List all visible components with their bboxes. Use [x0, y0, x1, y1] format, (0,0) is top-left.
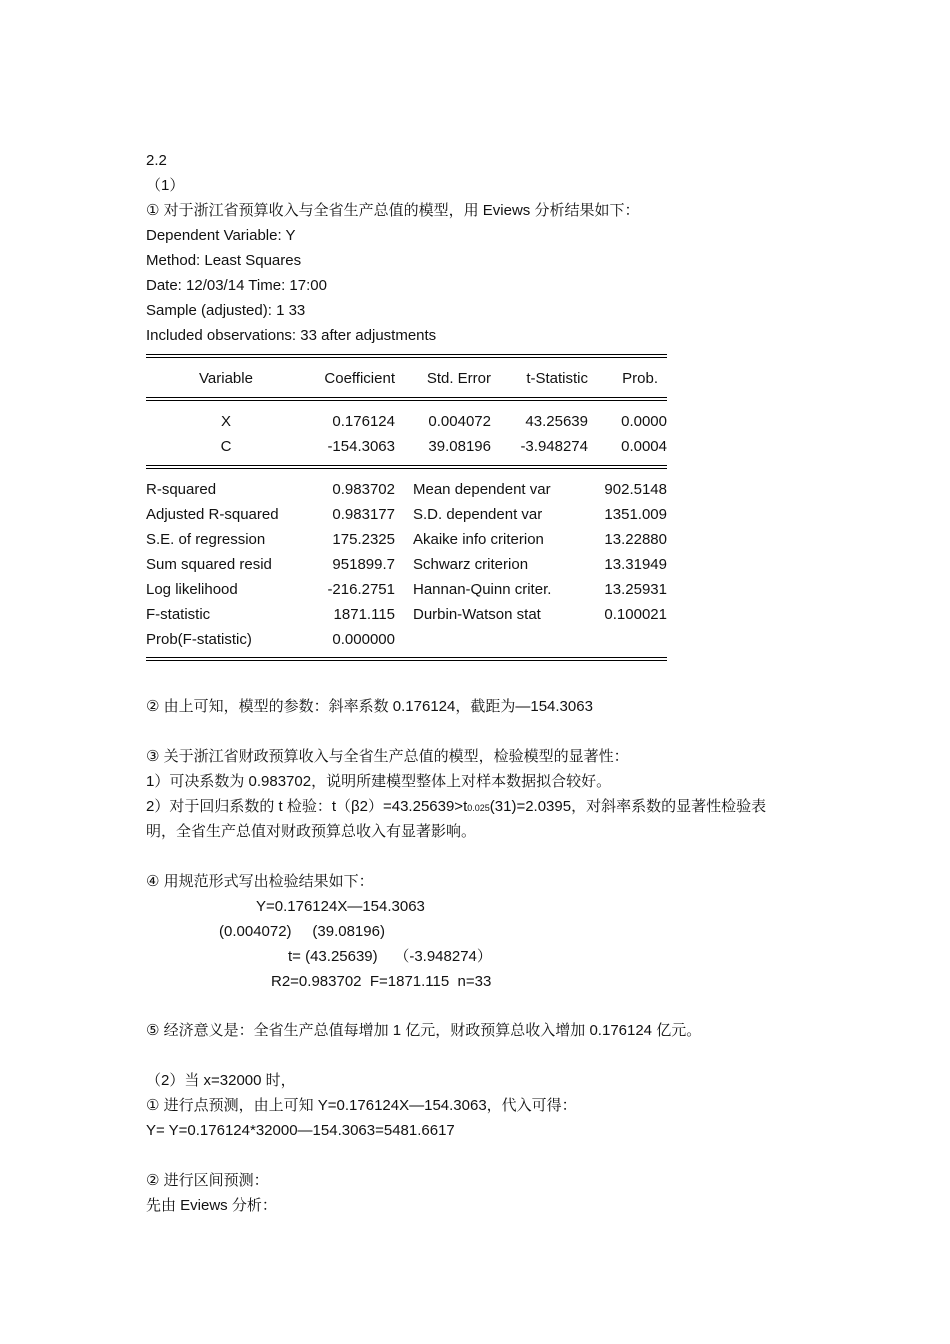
variable-name: C [220, 438, 232, 455]
table-rule-top [146, 354, 667, 358]
significance-title: ③ 关于浙江省财政预算收入与全省生产总值的模型，检验模型的显著性： [146, 748, 629, 765]
stat-value: 175.2325 [332, 531, 395, 548]
stat-label: Hannan-Quinn criter. [413, 581, 552, 598]
t-test-subscript: 0.025 [467, 803, 490, 813]
std-error: 39.08196 [428, 438, 491, 455]
t-values: t= (43.25639) （-3.948274） [288, 948, 492, 965]
stat-value: 0.983702 [332, 481, 395, 498]
stat-value: 0.100021 [604, 606, 667, 623]
eviews-header-line: Date: 12/03/14 Time: 17:00 [146, 277, 327, 294]
stat-value: 902.5148 [604, 481, 667, 498]
std-error: 0.004072 [428, 413, 491, 430]
stat-label: F-statistic [146, 606, 211, 623]
stat-value: 0.983177 [332, 506, 395, 523]
t-test-text-b: (31)=2.0395，对斜率系数的显著性检验表 [489, 798, 767, 815]
coefficient: -154.3063 [327, 438, 395, 455]
coefficient: 0.176124 [332, 413, 395, 430]
t-statistic: -3.948274 [520, 438, 588, 455]
eviews-header-line: Method: Least Squares [146, 252, 302, 269]
formal-result-title: ④ 用规范形式写出检验结果如下： [146, 873, 374, 890]
stat-label: S.D. dependent var [413, 506, 543, 523]
t-statistic: 43.25639 [525, 413, 588, 430]
stat-label: Akaike info criterion [413, 531, 544, 548]
stat-label: Prob(F-statistic) [146, 631, 252, 648]
prob: 0.0004 [621, 438, 667, 455]
fit-statistics: R2=0.983702 F=1871.115 n=33 [271, 973, 492, 990]
t-test-note [146, 797, 766, 818]
t-test-conclusion: 明，全省生产总值对财政预算总收入有显著影响。 [146, 823, 477, 840]
point-forecast-calc: Y= Y=0.176124*32000—154.3063=5481.6617 [146, 1122, 455, 1139]
eviews-header-line: Sample (adjusted): 1 33 [146, 302, 306, 319]
stat-label: Adjusted R-squared [146, 506, 279, 523]
variable-name: X [220, 413, 231, 430]
param-summary: ② 由上可知，模型的参数：斜率系数 0.176124，截距为—154.3063 [146, 698, 593, 715]
stat-value: 1351.009 [604, 506, 667, 523]
column-header: Coefficient [324, 370, 395, 387]
r-squared-note: 1）可决系数为 0.983702，说明所建模型整体上对样本数据拟合较好。 [146, 773, 612, 790]
stat-value: -216.2751 [327, 581, 395, 598]
t-test-text-a: 2）对于回归系数的 t 检验：t（β2）=43.25639>t [146, 798, 468, 815]
stat-label: Schwarz criterion [413, 556, 529, 573]
column-header: Prob. [622, 370, 658, 387]
part2-label: （2）当 x=32000 时， [146, 1072, 296, 1089]
stat-label: R-squared [146, 481, 217, 498]
part1-label: （1） [146, 177, 185, 194]
point-forecast: ① 进行点预测，由上可知 Y=0.176124X—154.3063，代入可得： [146, 1097, 577, 1114]
stat-label: S.E. of regression [146, 531, 266, 548]
eviews-header-line: Included observations: 33 after adjustments [146, 327, 437, 344]
stat-value: 951899.7 [332, 556, 395, 573]
stat-value: 1871.115 [333, 606, 395, 623]
stat-label: Mean dependent var [413, 481, 551, 498]
stat-label: Log likelihood [146, 581, 238, 598]
section-heading: 2.2 [146, 152, 167, 169]
interval-forecast-note: 先由 Eviews 分析： [146, 1197, 277, 1214]
interval-forecast: ② 进行区间预测： [146, 1172, 269, 1189]
intro-text: ① 对于浙江省预算收入与全省生产总值的模型，用 Eviews 分析结果如下： [146, 202, 640, 219]
stat-label: Sum squared resid [146, 556, 272, 573]
stat-value: 13.25931 [604, 581, 667, 598]
column-header: t-Statistic [526, 370, 588, 387]
regression-equation: Y=0.176124X—154.3063 [256, 898, 425, 915]
table-rule-bottom [146, 657, 667, 661]
table-rule-mid [146, 397, 667, 401]
eviews-header-line: Dependent Variable: Y [146, 227, 296, 244]
column-header: Std. Error [426, 370, 491, 387]
stat-label: Durbin-Watson stat [413, 606, 541, 623]
prob: 0.0000 [621, 413, 667, 430]
stat-value: 0.000000 [332, 631, 395, 648]
column-header: Variable [199, 370, 253, 387]
stat-value: 13.22880 [604, 531, 667, 548]
table-rule-stats [146, 465, 667, 469]
economic-meaning: ⑤ 经济意义是：全省生产总值每增加 1 亿元，财政预算总收入增加 0.176124 亿元。 [146, 1022, 702, 1039]
standard-errors: (0.004072) (39.08196) [219, 923, 385, 940]
stat-value: 13.31949 [604, 556, 667, 573]
